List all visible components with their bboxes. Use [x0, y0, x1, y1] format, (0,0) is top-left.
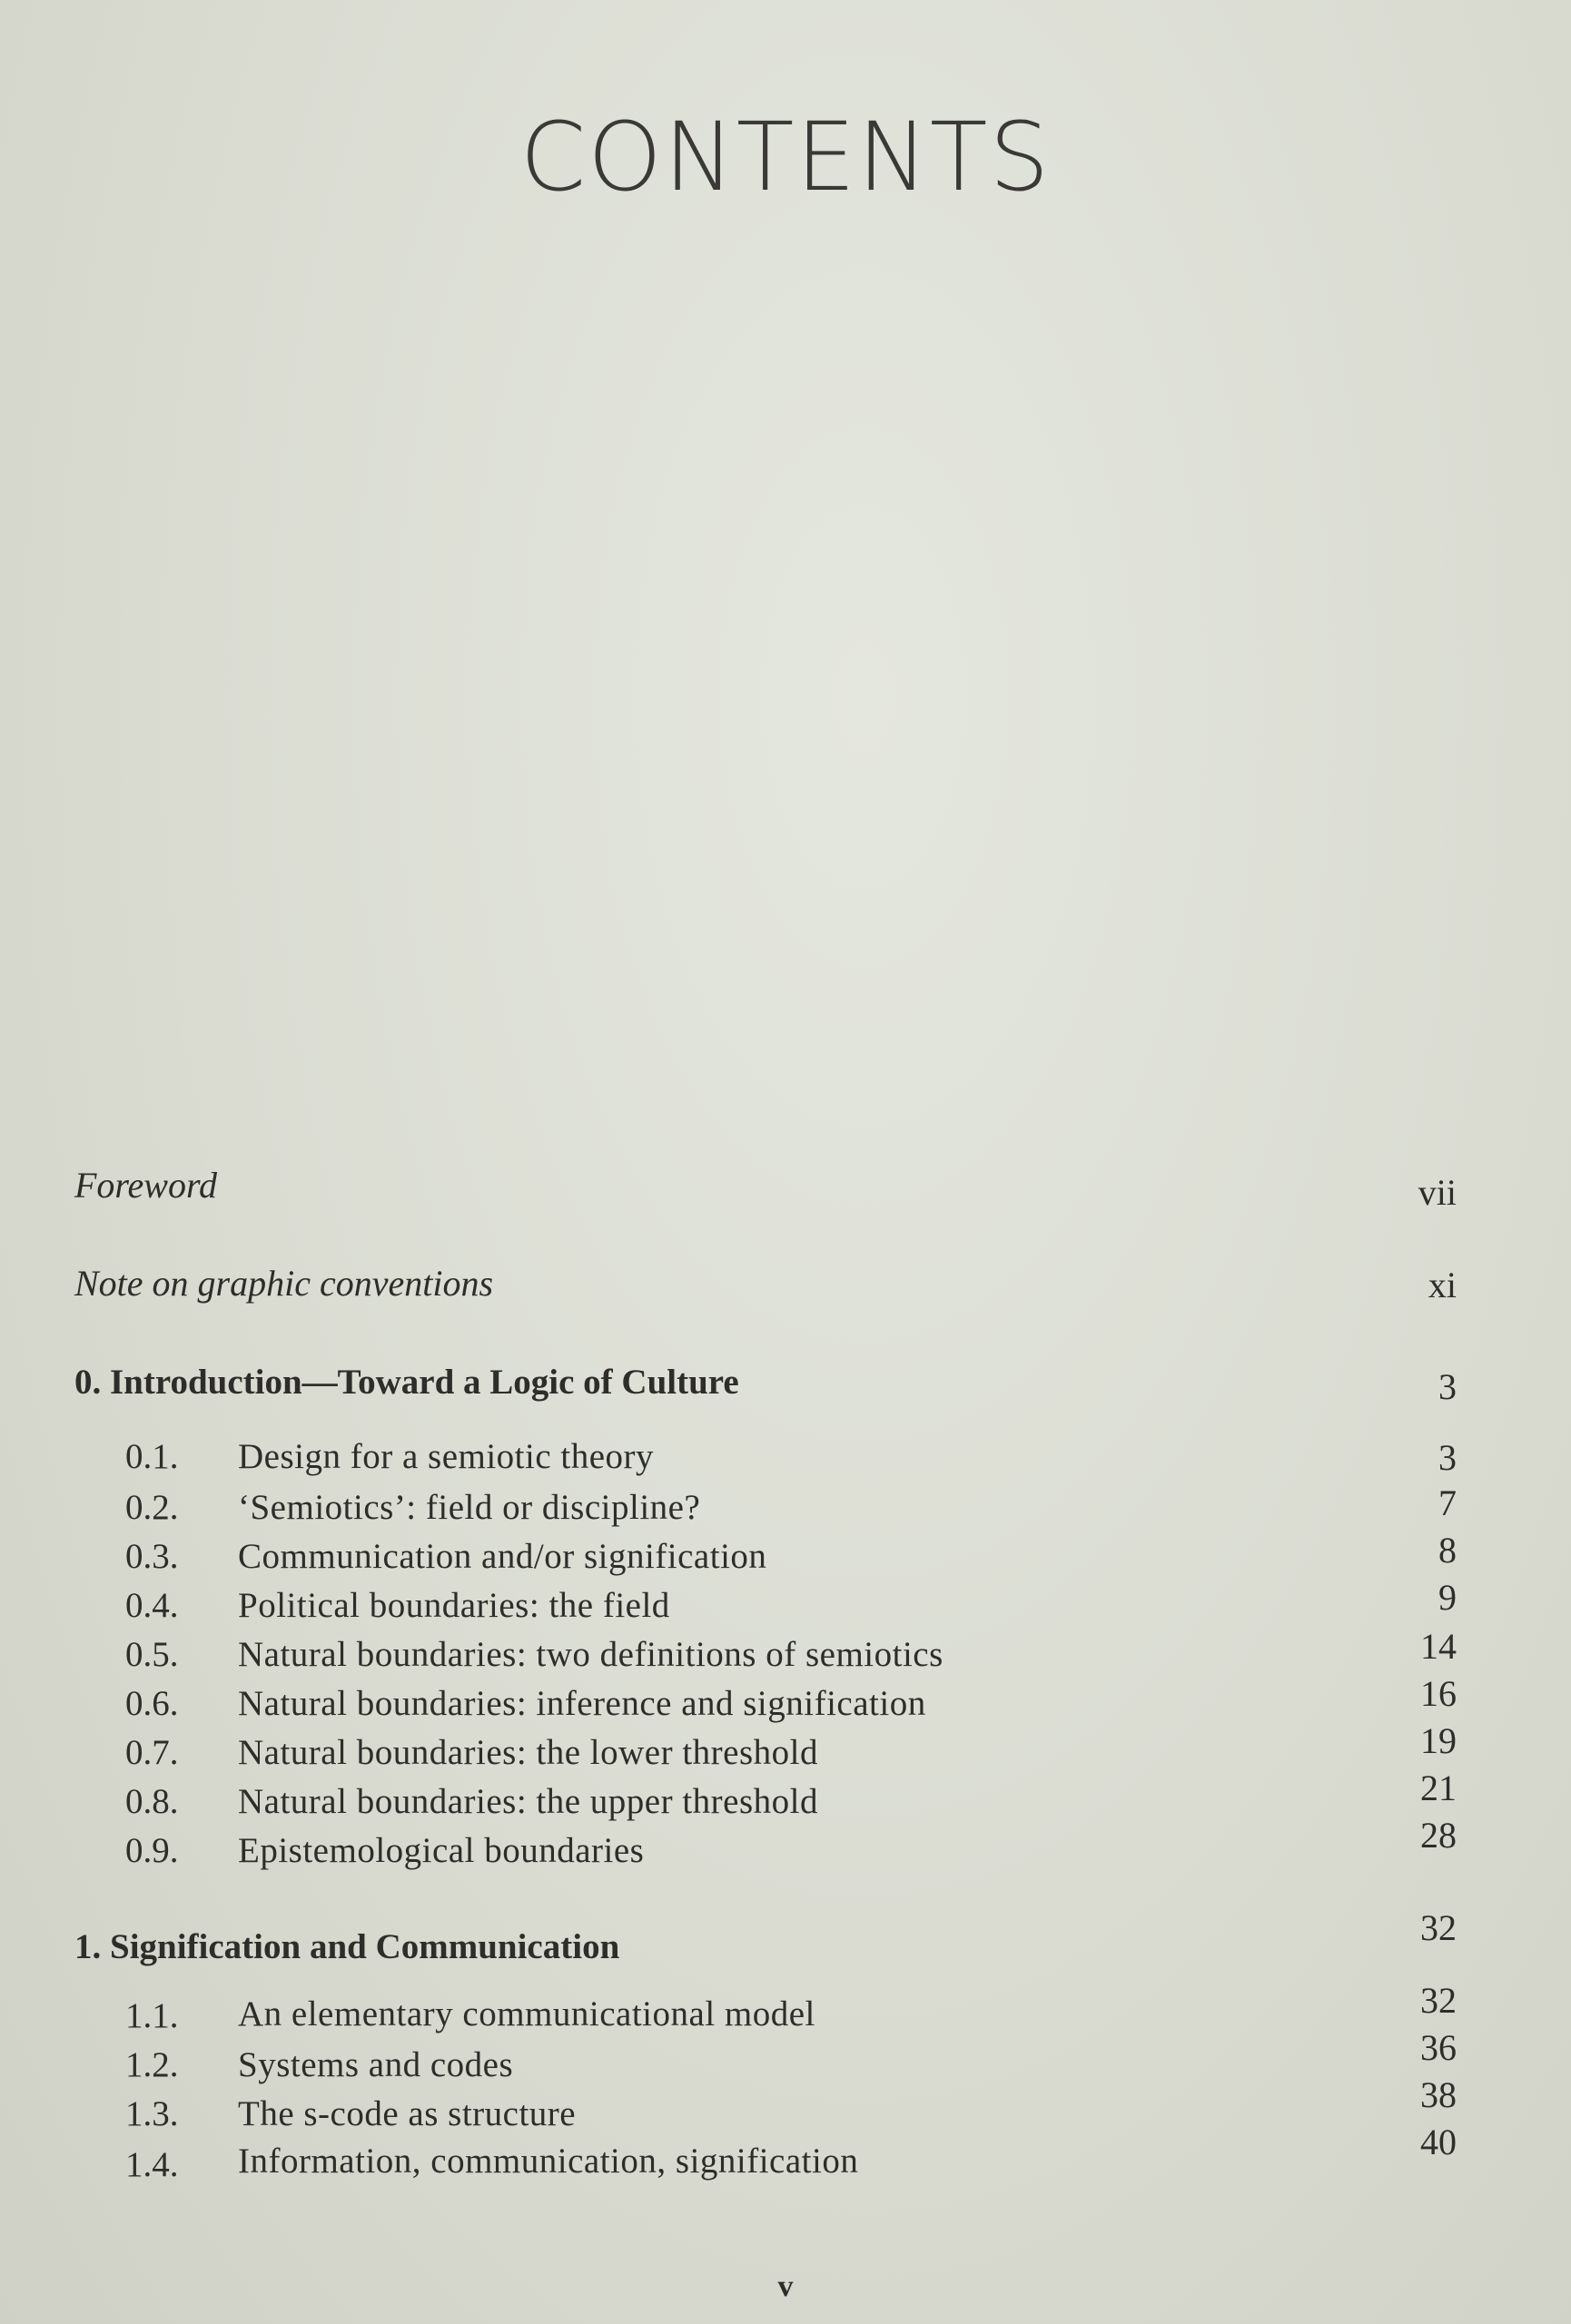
chapter-heading: [74, 1926, 619, 1967]
section-page: 32: [1420, 1980, 1457, 2021]
chapter-title: Signification and Communication: [110, 1927, 620, 1966]
page-title: CONTENTS: [519, 102, 1052, 212]
chapter-page: 3: [1438, 1366, 1457, 1407]
section-title: Natural boundaries: two definitions of semiotics: [238, 1635, 944, 1674]
section-number: 0.6.: [125, 1684, 179, 1723]
section-title: Communication and/or signification: [238, 1537, 767, 1576]
section-title: Natural boundaries: inference and signification: [238, 1684, 926, 1723]
section-title: Systems and codes: [238, 2045, 514, 2084]
section-number: 0.4.: [125, 1586, 179, 1625]
section-page: 16: [1420, 1673, 1457, 1714]
section-number: 0.2.: [125, 1488, 179, 1527]
section-page: 21: [1420, 1768, 1457, 1808]
section-number: 1.4.: [125, 2145, 179, 2184]
section-number: 0.7.: [125, 1733, 179, 1772]
toc-page-graphic-conventions: xi: [1428, 1265, 1457, 1305]
section-title: ‘Semiotics’: field or discipline?: [238, 1488, 701, 1527]
section-number: 0.9.: [125, 1831, 179, 1870]
section-page: 9: [1438, 1577, 1457, 1618]
section-number: 1.2.: [125, 2045, 179, 2084]
chapter-number: 1.: [74, 1927, 102, 1966]
section-title: Epistemological boundaries: [238, 1831, 645, 1870]
section-number: 0.5.: [125, 1635, 179, 1674]
section-number: 0.1.: [125, 1437, 179, 1476]
section-title: Natural boundaries: the lower threshold: [238, 1733, 818, 1772]
section-page: 7: [1438, 1482, 1457, 1523]
section-title: The s-code as structure: [238, 2094, 577, 2133]
section-page: 40: [1420, 2122, 1457, 2162]
section-page: 19: [1420, 1720, 1457, 1761]
section-title: Design for a semiotic theory: [238, 1437, 655, 1476]
section-title: Information, communication, signification: [238, 2142, 859, 2181]
section-page: 14: [1420, 1626, 1457, 1667]
section-page: 3: [1438, 1437, 1457, 1478]
toc-entry-foreword: Foreword: [74, 1165, 218, 1206]
section-title: An elementary communicational model: [238, 1994, 815, 2034]
toc-page-foreword: vii: [1418, 1172, 1457, 1213]
chapter-page: 32: [1420, 1907, 1457, 1948]
section-number: 0.3.: [125, 1537, 179, 1576]
section-page: 38: [1420, 2074, 1457, 2115]
section-page: 36: [1420, 2027, 1457, 2068]
toc-entry-graphic-conventions: Note on graphic conventions: [74, 1263, 494, 1304]
section-title: Natural boundaries: the upper threshold: [238, 1782, 818, 1821]
section-number: 1.3.: [125, 2094, 179, 2133]
section-number: 0.8.: [125, 1782, 179, 1821]
section-page: 28: [1420, 1815, 1457, 1856]
chapter-heading: [74, 1362, 739, 1403]
chapter-title: Introduction—Toward a Logic of Culture: [110, 1363, 739, 1402]
section-title: Political boundaries: the field: [238, 1586, 670, 1625]
chapter-number: 0.: [74, 1363, 102, 1402]
section-page: 8: [1438, 1530, 1457, 1571]
page-folio: v: [777, 2270, 794, 2303]
section-number: 1.1.: [125, 1996, 179, 2035]
